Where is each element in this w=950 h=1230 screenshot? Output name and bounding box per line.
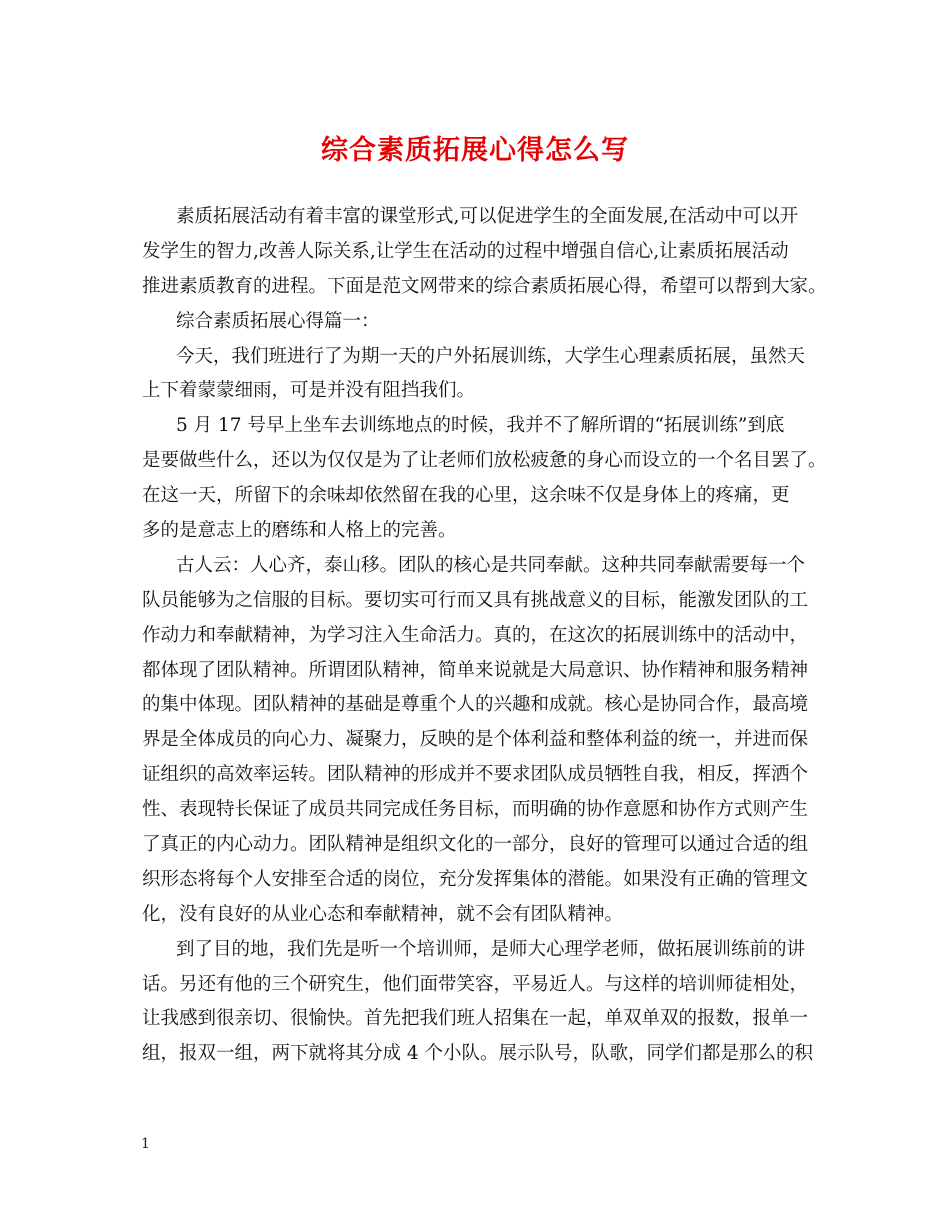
text-line: 在这一天，所留下的余味却依然留在我的心里，这余味不仅是身体上的疼痛，更 <box>142 485 790 507</box>
text-line: 都体现了团队精神。所谓团队精神，简单来说就是大局意识、协作精神和服务精神 <box>142 659 809 681</box>
text-line: 化，没有良好的从业心态和奉献精神，就不会有团队精神。 <box>142 903 624 925</box>
text-line: 素质拓展活动有着丰富的课堂形式,可以促进学生的全面发展,在活动中可以开 <box>176 206 799 227</box>
text-line: 证组织的高效率运转。团队精神的形成并不要求团队成员牺牲自我，相反，挥洒个 <box>142 764 809 786</box>
text-line: 是要做些什么，还以为仅仅是为了让老师们放松疲惫的身心而设立的一个名目罢了。 <box>142 450 827 472</box>
text-line: 组，报双一组，两下就将其分成 4 个小队。展示队号，队歌，同学们都是那么的积 <box>142 1043 814 1065</box>
text-line: 推进素质教育的进程。下面是范文网带来的综合素质拓展心得，希望可以帮到大家。 <box>142 275 827 297</box>
text-line: 织形态将每个人安排至合适的岗位，充分发挥集体的潜能。如果没有正确的管理文 <box>142 868 809 890</box>
text-line: 性、表现特长保证了成员共同完成任务目标，而明确的协作意愿和协作方式则产生 <box>142 799 809 821</box>
document-body <box>142 200 827 1072</box>
text-line: 了真正的内心动力。团队精神是组织文化的一部分，良好的管理可以通过合适的组 <box>142 834 809 856</box>
page-number: 1 <box>141 1136 150 1152</box>
text-line: 队员能够为之信服的目标。要切实可行而又具有挑战意义的目标，能激发团队的工 <box>142 589 809 611</box>
text-line: 作动力和奉献精神，为学习注入生命活力。真的，在这次的拓展训练中的活动中， <box>142 624 809 646</box>
document-title: 综合素质拓展心得怎么写 <box>321 135 629 166</box>
text-line: 发学生的智力,改善人际关系,让学生在活动的过程中增强自信心,让素质拓展活动 <box>142 240 789 262</box>
text-line: 的集中体现。团队精神的基础是尊重个人的兴趣和成就。核心是协同合作，最高境 <box>142 694 809 716</box>
text-line: 到了目的地，我们先是听一个培训师，是师大心理学老师，做拓展训练前的讲 <box>176 938 806 960</box>
text-line: 多的是意志上的磨练和人格上的完善。 <box>142 520 457 542</box>
text-line: 话。另还有他的三个研究生，他们面带笑容，平易近人。与这样的培训师徒相处， <box>142 973 809 995</box>
text-line: 让我感到很亲切、很愉快。首先把我们班人招集在一起，单双单双的报数，报单一 <box>142 1008 809 1030</box>
text-line: 今天，我们班进行了为期一天的户外拓展训练，大学生心理素质拓展，虽然天 <box>176 345 806 367</box>
text-line: 界是全体成员的向心力、凝聚力，反映的是个体利益和整体利益的统一，并进而保 <box>142 729 809 751</box>
text-line: 5 月 17 号早上坐车去训练地点的时候，我并不了解所谓的“拓展训练”到底 <box>176 415 785 437</box>
text-line: 古人云：人心齐，泰山移。团队的核心是共同奉献。这种共同奉献需要每一个 <box>176 554 806 576</box>
text-line: 综合素质拓展心得篇一： <box>176 310 380 332</box>
text-line: 上下着蒙蒙细雨，可是并没有阻挡我们。 <box>142 380 476 402</box>
